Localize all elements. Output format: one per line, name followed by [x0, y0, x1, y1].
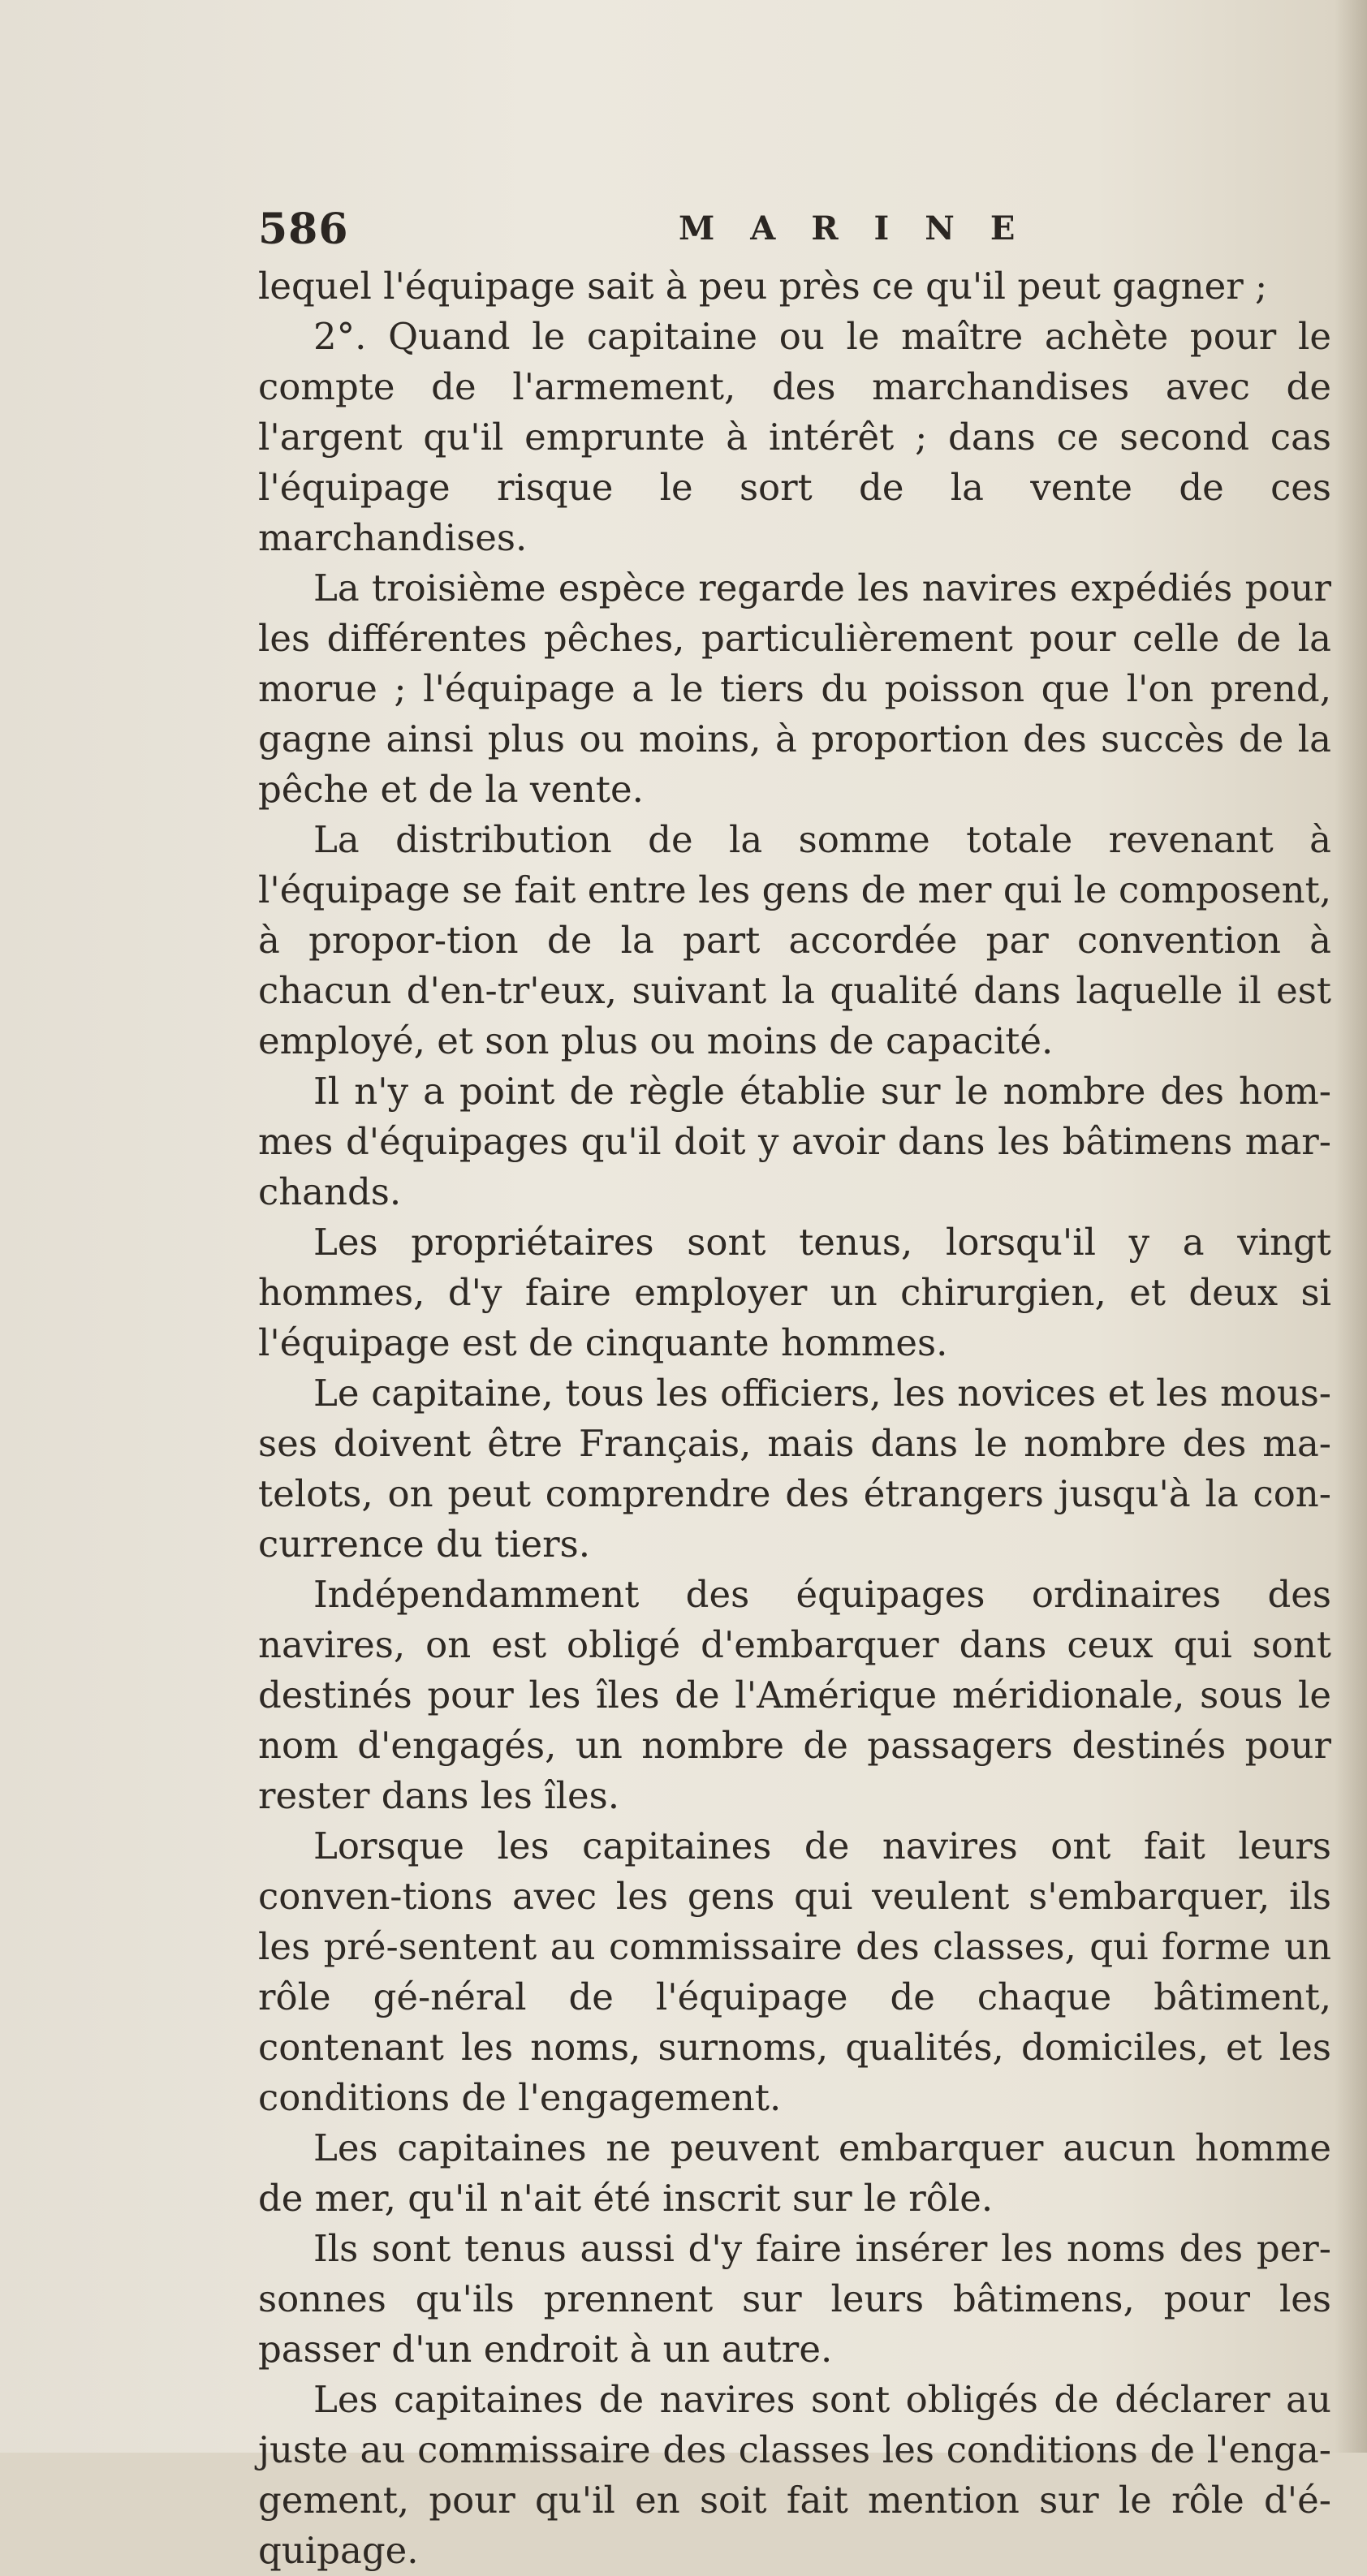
- body-text: [258, 261, 1331, 2576]
- page-edge-shadow: [1335, 0, 1367, 2453]
- paragraph: Le capitaine, tous les officiers, les novices et les mous-ses doivent être Français, mais dans le nombre des ma-telots, on peut comprendre des étrangers jusqu'à la con-currence du tiers.: [258, 1372, 1331, 1566]
- running-head: MARINE: [679, 209, 1051, 248]
- page-header: [258, 205, 1330, 261]
- paragraph: Les propriétaires sont tenus, lorsqu'il y a vingt hommes, d'y faire employer un chirurgien, et deux si l'équipage est de cinquante hommes.: [258, 1221, 1331, 1364]
- paragraph: Les capitaines ne peuvent embarquer aucun homme de mer, qu'il n'ait été inscrit sur le rôle.: [258, 2126, 1331, 2220]
- paragraph: lequel l'équipage sait à peu près ce qu'il peut gagner ;: [258, 265, 1268, 308]
- paragraph: La troisième espèce regarde les navires expédiés pour les différentes pêches, particulièrement pour celle de la morue ; l'équipage a le tiers du poisson que l'on prend, gagne ainsi plus ou moins, à proportion des succès de la pêche et de la vente.: [258, 566, 1331, 811]
- paragraph: Lorsque les capitaines de navires ont fait leurs conven-tions avec les gens qui veulent s'embarquer, ils les pré-sentent au commissaire des classes, qui forme un rôle gé-néral de l'équipage de chaque bâtiment, contenant les noms, surnoms, qualités, domiciles, et les conditions de l'engagement.: [258, 1824, 1331, 2119]
- paragraph: 2°. Quand le capitaine ou le maître achète pour le compte de l'armement, des marchandises avec de l'argent qu'il emprunte à intérêt ; dans ce second cas l'équipage risque le sort de la vente de ces marchandises.: [258, 315, 1331, 559]
- paragraph: La distribution de la somme totale revenant à l'équipage se fait entre les gens de mer qui le composent, à propor-tion de la part accordée par convention à chacun d'en-tr'eux, suivant la qualité dans laquelle il est employé, et son plus ou moins de capacité.: [258, 818, 1331, 1062]
- paragraph: Il n'y a point de règle établie sur le nombre des hom-mes d'équipages qu'il doit y avoir dans les bâtimens mar-chands.: [258, 1070, 1331, 1213]
- paragraph: Les capitaines de navires sont obligés de déclarer au juste au commissaire des classes les conditions de l'enga-gement, pour qu'il en soit fait mention sur le rôle d'é-quipage.: [258, 2378, 1331, 2572]
- paragraph: Ils sont tenus aussi d'y faire insérer les noms des per-sonnes qu'ils prennent sur leurs bâtimens, pour les passer d'un endroit à un autre.: [258, 2227, 1331, 2371]
- paragraph: Indépendamment des équipages ordinaires des navires, on est obligé d'embarquer dans ceux qui sont destinés pour les îles de l'Amérique méridionale, sous le nom d'engagés, un nombre de passagers destinés pour rester dans les îles.: [258, 1573, 1331, 1817]
- page-number: 586: [258, 205, 349, 254]
